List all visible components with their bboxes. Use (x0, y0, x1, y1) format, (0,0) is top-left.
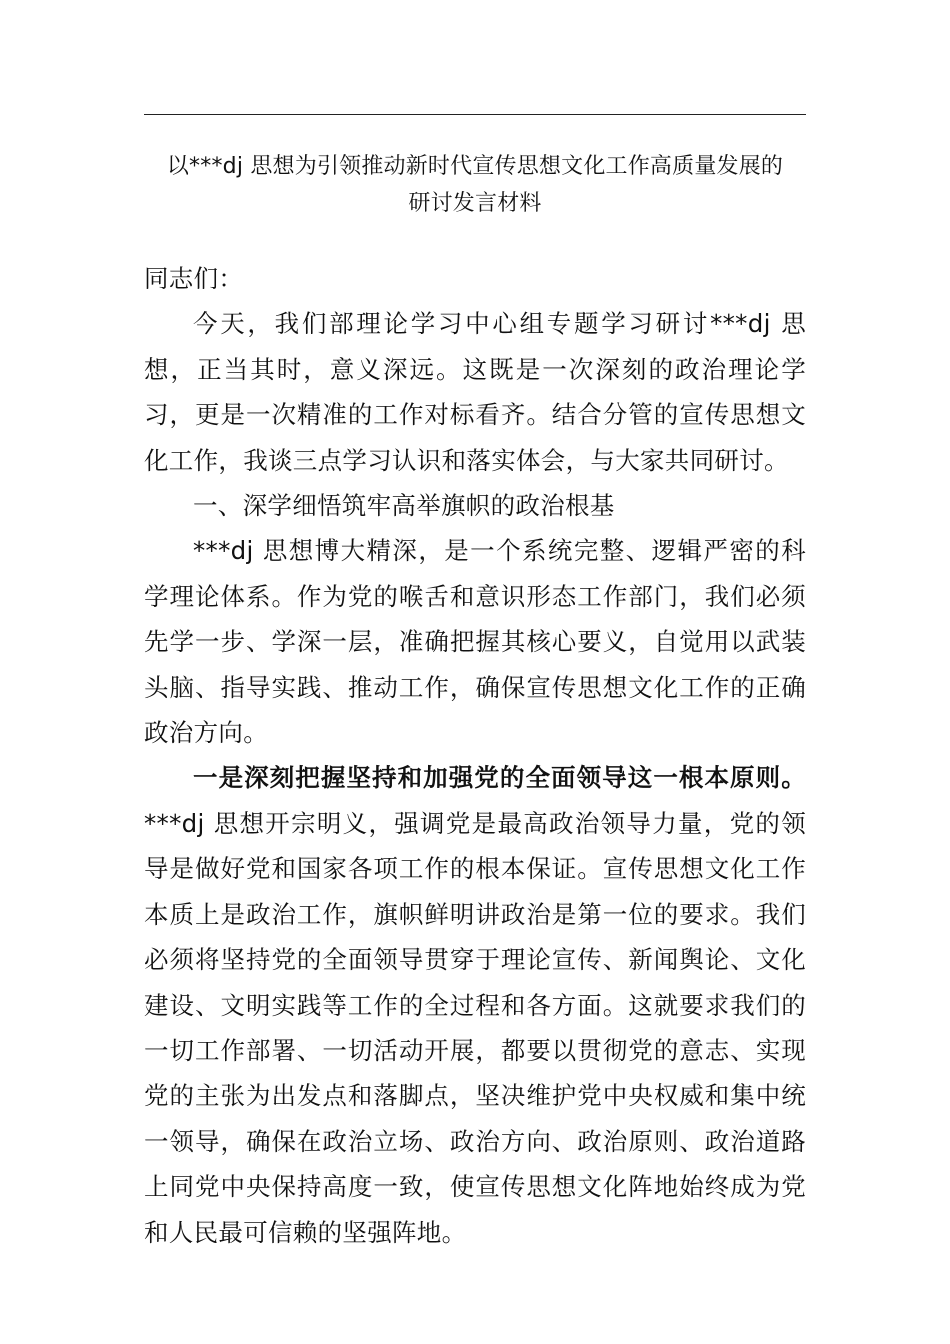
point-1-paragraph (144, 755, 806, 1254)
section-1-heading: 一、深学细悟筑牢高举旗帜的政治根基 (193, 491, 615, 521)
title-line-2: 研讨发言材料 (408, 191, 542, 216)
document-body (144, 256, 806, 1255)
salutation: 同志们： (144, 264, 244, 293)
point-1-body: ***dj 思想开宗明义，强调党是最高政治领导力量，党的领导是做好党和国家各项工作的根本保证。宣传思想文化工作本质上是政治工作，旗帜鲜明讲政治是第一位的要求。我们必须将坚持党的全面领导贯穿于理论宣传、新闻舆论、文化建设、文明实践等工作的全过程和各方面。这就要求我们的一切工作部署、一切活动开展，都要以贯彻党的意志、实现党的主张为出发点和落脚点，坚决维护党中央权威和集中统一领导，确保在政治立场、政治方向、政治原则、政治道路上同党中央保持高度一致，使宣传思想文化阵地始终成为党和人民最可信赖的坚强阵地。 (144, 808, 806, 1247)
section-1-intro-paragraph: ***dj 思想博大精深，是一个系统完整、逻辑严密的科学理论体系。作为党的喉舌和意识形态工作部门，我们必须先学一步、学深一层，准确把握其核心要义，自觉用以武装头脑、指导实践、推动工作，确保宣传思想文化工作的正确政治方向。 (144, 536, 806, 748)
point-1-lead: 一是深刻把握坚持和加强党的全面领导这一根本原则。 (193, 763, 806, 793)
intro-paragraph: 今天，我们部理论学习中心组专题学习研讨***dj 思想，正当其时，意义深远。这既是一次深刻的政治理论学习，更是一次精准的工作对标看齐。结合分管的宣传思想文化工作，我谈三点学习认识和落实体会，与大家共同研讨。 (144, 309, 806, 475)
title-line-1: 以***dj 思想为引领推动新时代宣传思想文化工作高质量发展的 (166, 154, 784, 179)
document-title (144, 148, 806, 222)
header-rule (144, 114, 806, 115)
